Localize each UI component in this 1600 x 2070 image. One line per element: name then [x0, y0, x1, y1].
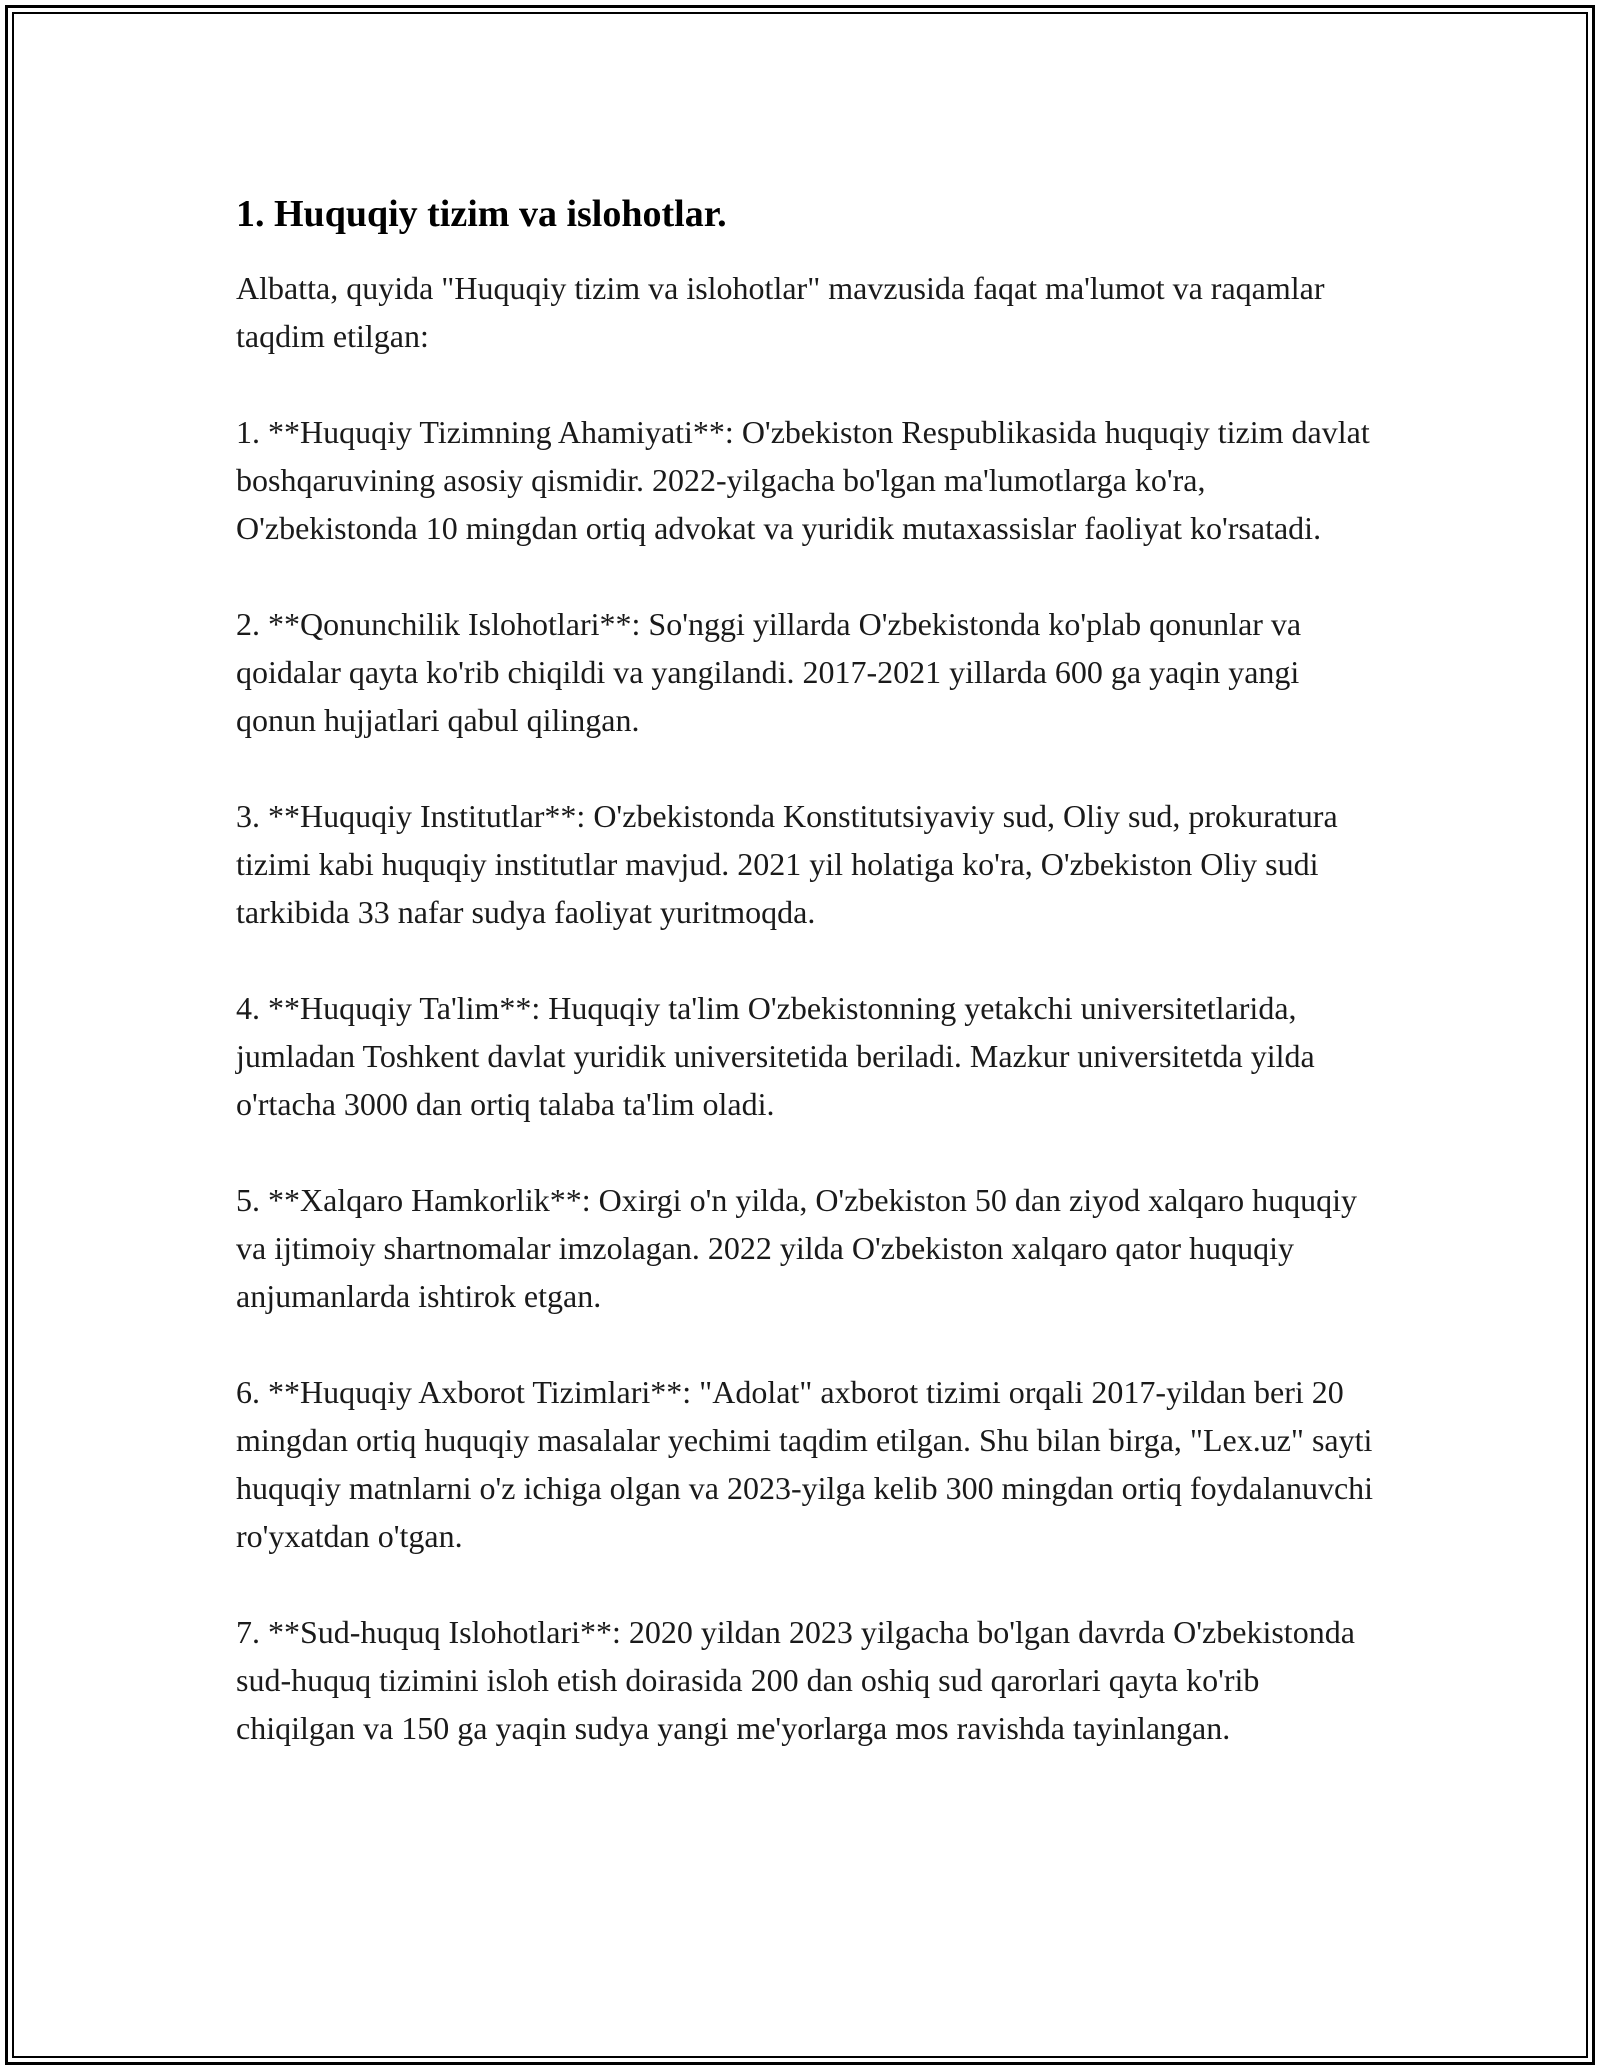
section-heading: 1. Huquqiy tizim va islohotlar. — [236, 193, 727, 235]
paragraph-item-7: 7. **Sud-huquq Islohotlari**: 2020 yildan 2023 yilgacha bo'lgan davrda O'zbekistonda sud-huquq tizimini isloh etish doirasida 200 dan oshiq sud qarorlari qayta ko'rib chiqilgan va 150 ga yaqin sudya yangi me'yorlarga mos ravishda tayinlangan. — [236, 1614, 1355, 1746]
paragraph-item-6: 6. **Huquqiy Axborot Tizimlari**: "Adolat" axborot tizimi orqali 2017-yildan beri 20 mingdan ortiq huquqiy masalalar yechimi taqdim etilgan. Shu bilan birga, "Lex.uz" sayti huquqiy matnlarni o'z ichiga olgan va 2023-yilga kelib 300 mingdan ortiq foydalanuvchi ro'yxatdan o'tgan. — [236, 1374, 1374, 1554]
paragraph-item-4: 4. **Huquqiy Ta'lim**: Huquqiy ta'lim O'zbekistonning yetakchi universitetlarida, jumladan Toshkent davlat yuridik universitetida beriladi. Mazkur universitetda yilda o'rtacha 3000 dan ortiq talaba ta'lim oladi. — [236, 990, 1315, 1122]
document-body — [236, 184, 1376, 1800]
paragraph-item-2: 2. **Qonunchilik Islohotlari**: So'nggi yillarda O'zbekistonda ko'plab qonunlar va qoidalar qayta ko'rib chiqildi va yangilandi. 2017-2021 yillarda 600 ga yaqin yangi qonun hujjatlari qabul qilingan. — [236, 606, 1302, 738]
paragraph-item-1: 1. **Huquqiy Tizimning Ahamiyati**: O'zbekiston Respublikasida huquqiy tizim davlat boshqaruvining asosiy qismidir. 2022-yilgacha bo'lgan ma'lumotlarga ko'ra, O'zbekistonda 10 mingdan ortiq advokat va yuridik mutaxassislar faoliyat ko'rsatadi. — [236, 414, 1370, 546]
paragraph-item-3: 3. **Huquqiy Institutlar**: O'zbekistonda Konstitutsiyaviy sud, Oliy sud, prokuratura tizimi kabi huquqiy institutlar mavjud. 2021 yil holatiga ko'ra, O'zbekiston Oliy sudi tarkibida 33 nafar sudya faoliyat yuritmoqda. — [236, 798, 1338, 930]
paragraph-item-5: 5. **Xalqaro Hamkorlik**: Oxirgi o'n yilda, O'zbekiston 50 dan ziyod xalqaro huquqiy va ijtimoiy shartnomalar imzolagan. 2022 yilda O'zbekiston xalqaro qator huquqiy anjumanlarda ishtirok etgan. — [236, 1182, 1357, 1314]
intro-paragraph: Albatta, quyida "Huquqiy tizim va islohotlar" mavzusida faqat ma'lumot va raqamlar taqdim etilgan: — [236, 270, 1325, 354]
